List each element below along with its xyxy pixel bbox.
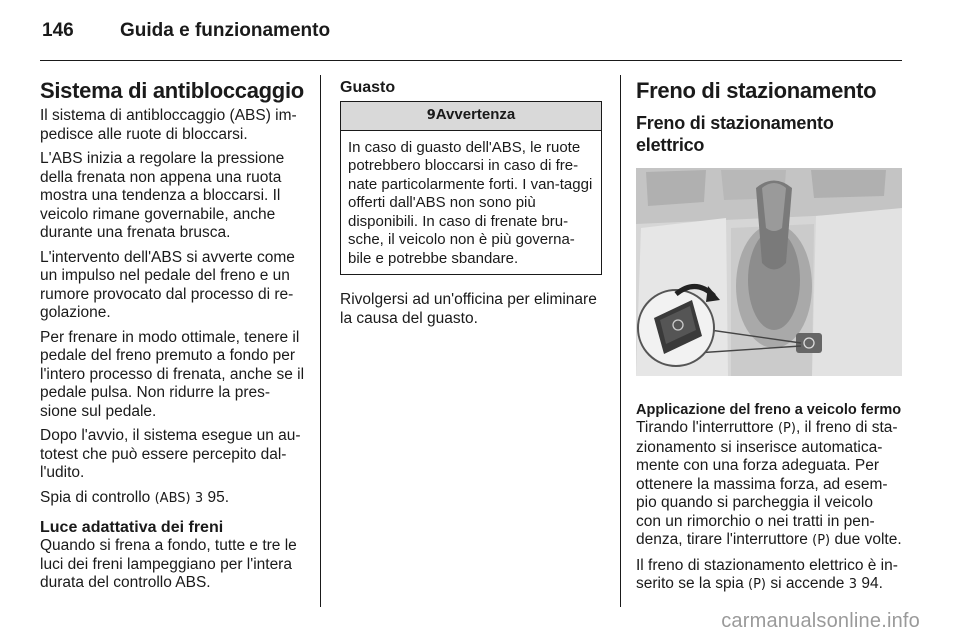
- page-number: 146: [42, 20, 74, 41]
- section-heading-parking-brake: Freno di stazionamento: [636, 78, 877, 103]
- section-heading-abs: Sistema di antibloccaggio: [40, 78, 304, 103]
- column-divider-1: [320, 75, 321, 607]
- abs-warning-icon: (ABS): [154, 490, 191, 506]
- column-1: [40, 78, 306, 599]
- page-reference: 95.: [207, 488, 230, 506]
- paragraph: L'ABS inizia a regolare la pressione della frenata non appena una ruota mostra una tendenza a bloccarsi. Il veicolo rimane governabile, anche durante una frenata brusca.: [40, 150, 285, 241]
- column-3: [636, 78, 902, 601]
- paragraph: Il sistema di antibloccaggio (ABS) im-pedisce alle ruote di bloccarsi.: [40, 107, 297, 143]
- paragraph: Rivolgersi ad un'officina per eliminare la causa del guasto.: [340, 291, 597, 327]
- warning-label: Avvertenza: [435, 106, 516, 123]
- page-reference-icon: 3: [848, 577, 858, 592]
- text: Spia di controllo: [40, 488, 151, 506]
- text: , il freno di sta-zionamento si inserisce automatica-mente con una forza adeguata. Per ottenere la massima forza, ad esem-pio quando si parcheggia il veicolo con un rimorchio o nei tratti in pen-denza, tirare l'interruttore: [636, 419, 898, 548]
- parking-brake-icon: (P): [777, 421, 796, 436]
- paragraph: L'intervento dell'ABS si avverte come un impulso nel pedale del freno e un rumore provocato dal processo di re-golazione.: [40, 248, 295, 321]
- warning-text: In caso di guasto dell'ABS, le ruote potrebbero bloccarsi in caso di fre-nate particolarmente forti. I van-taggi offerti dall'ABS non sono più disponibili. In caso di frenate bru-sche, il veicolo non è più governa-bile e potrebbe sbandare.: [348, 138, 593, 267]
- text: Tirando l'interruttore: [636, 419, 774, 436]
- page-reference-icon: 3: [194, 490, 204, 506]
- parking-brake-illustration: [636, 168, 902, 376]
- text: due volte.: [834, 531, 902, 548]
- paragraph: Per frenare in modo ottimale, tenere il pedale del freno premuto a fondo per l'intero processo di frenata, anche se il pedale pulsa. Non ridurre la pres-sione sul pedale.: [40, 328, 305, 420]
- sub-heading-electric-parking-brake: Freno di stazionamento elettrico: [636, 113, 834, 155]
- section-heading-apply-brake: Applicazione del freno a veicolo fermo: [636, 402, 902, 418]
- page-heading: Guida e funzionamento: [120, 20, 331, 41]
- column-2: [340, 78, 602, 334]
- section-heading-brake-light: Luce adattativa dei freni: [40, 519, 224, 536]
- parking-brake-icon: (P): [748, 577, 766, 592]
- warning-box: [340, 101, 602, 275]
- header-rule: [40, 60, 902, 61]
- parking-brake-icon: (P): [812, 533, 831, 548]
- paragraph: Quando si frena a fondo, tutte e tre le luci dei freni lampeggiano per l'intera durata del controllo ABS.: [40, 537, 297, 591]
- column-divider-2: [620, 75, 621, 607]
- warning-header: [341, 102, 601, 131]
- warning-triangle-icon: 9: [426, 108, 436, 123]
- watermark: carmanualsonline.info: [721, 610, 920, 632]
- text: si accende: [770, 575, 845, 592]
- section-heading-fault: Guasto: [340, 79, 396, 96]
- paragraph: Dopo l'avvio, il sistema esegue un au-totest che può essere percepito dal-l'udito.: [40, 427, 301, 481]
- console-drawing: [636, 168, 902, 376]
- paragraph: [636, 419, 902, 551]
- paragraph: [40, 489, 306, 509]
- paragraph: [636, 557, 902, 595]
- page-reference: 94.: [861, 575, 883, 592]
- text: Il freno di stazionamento elettrico è in-serito se la spia: [636, 556, 898, 592]
